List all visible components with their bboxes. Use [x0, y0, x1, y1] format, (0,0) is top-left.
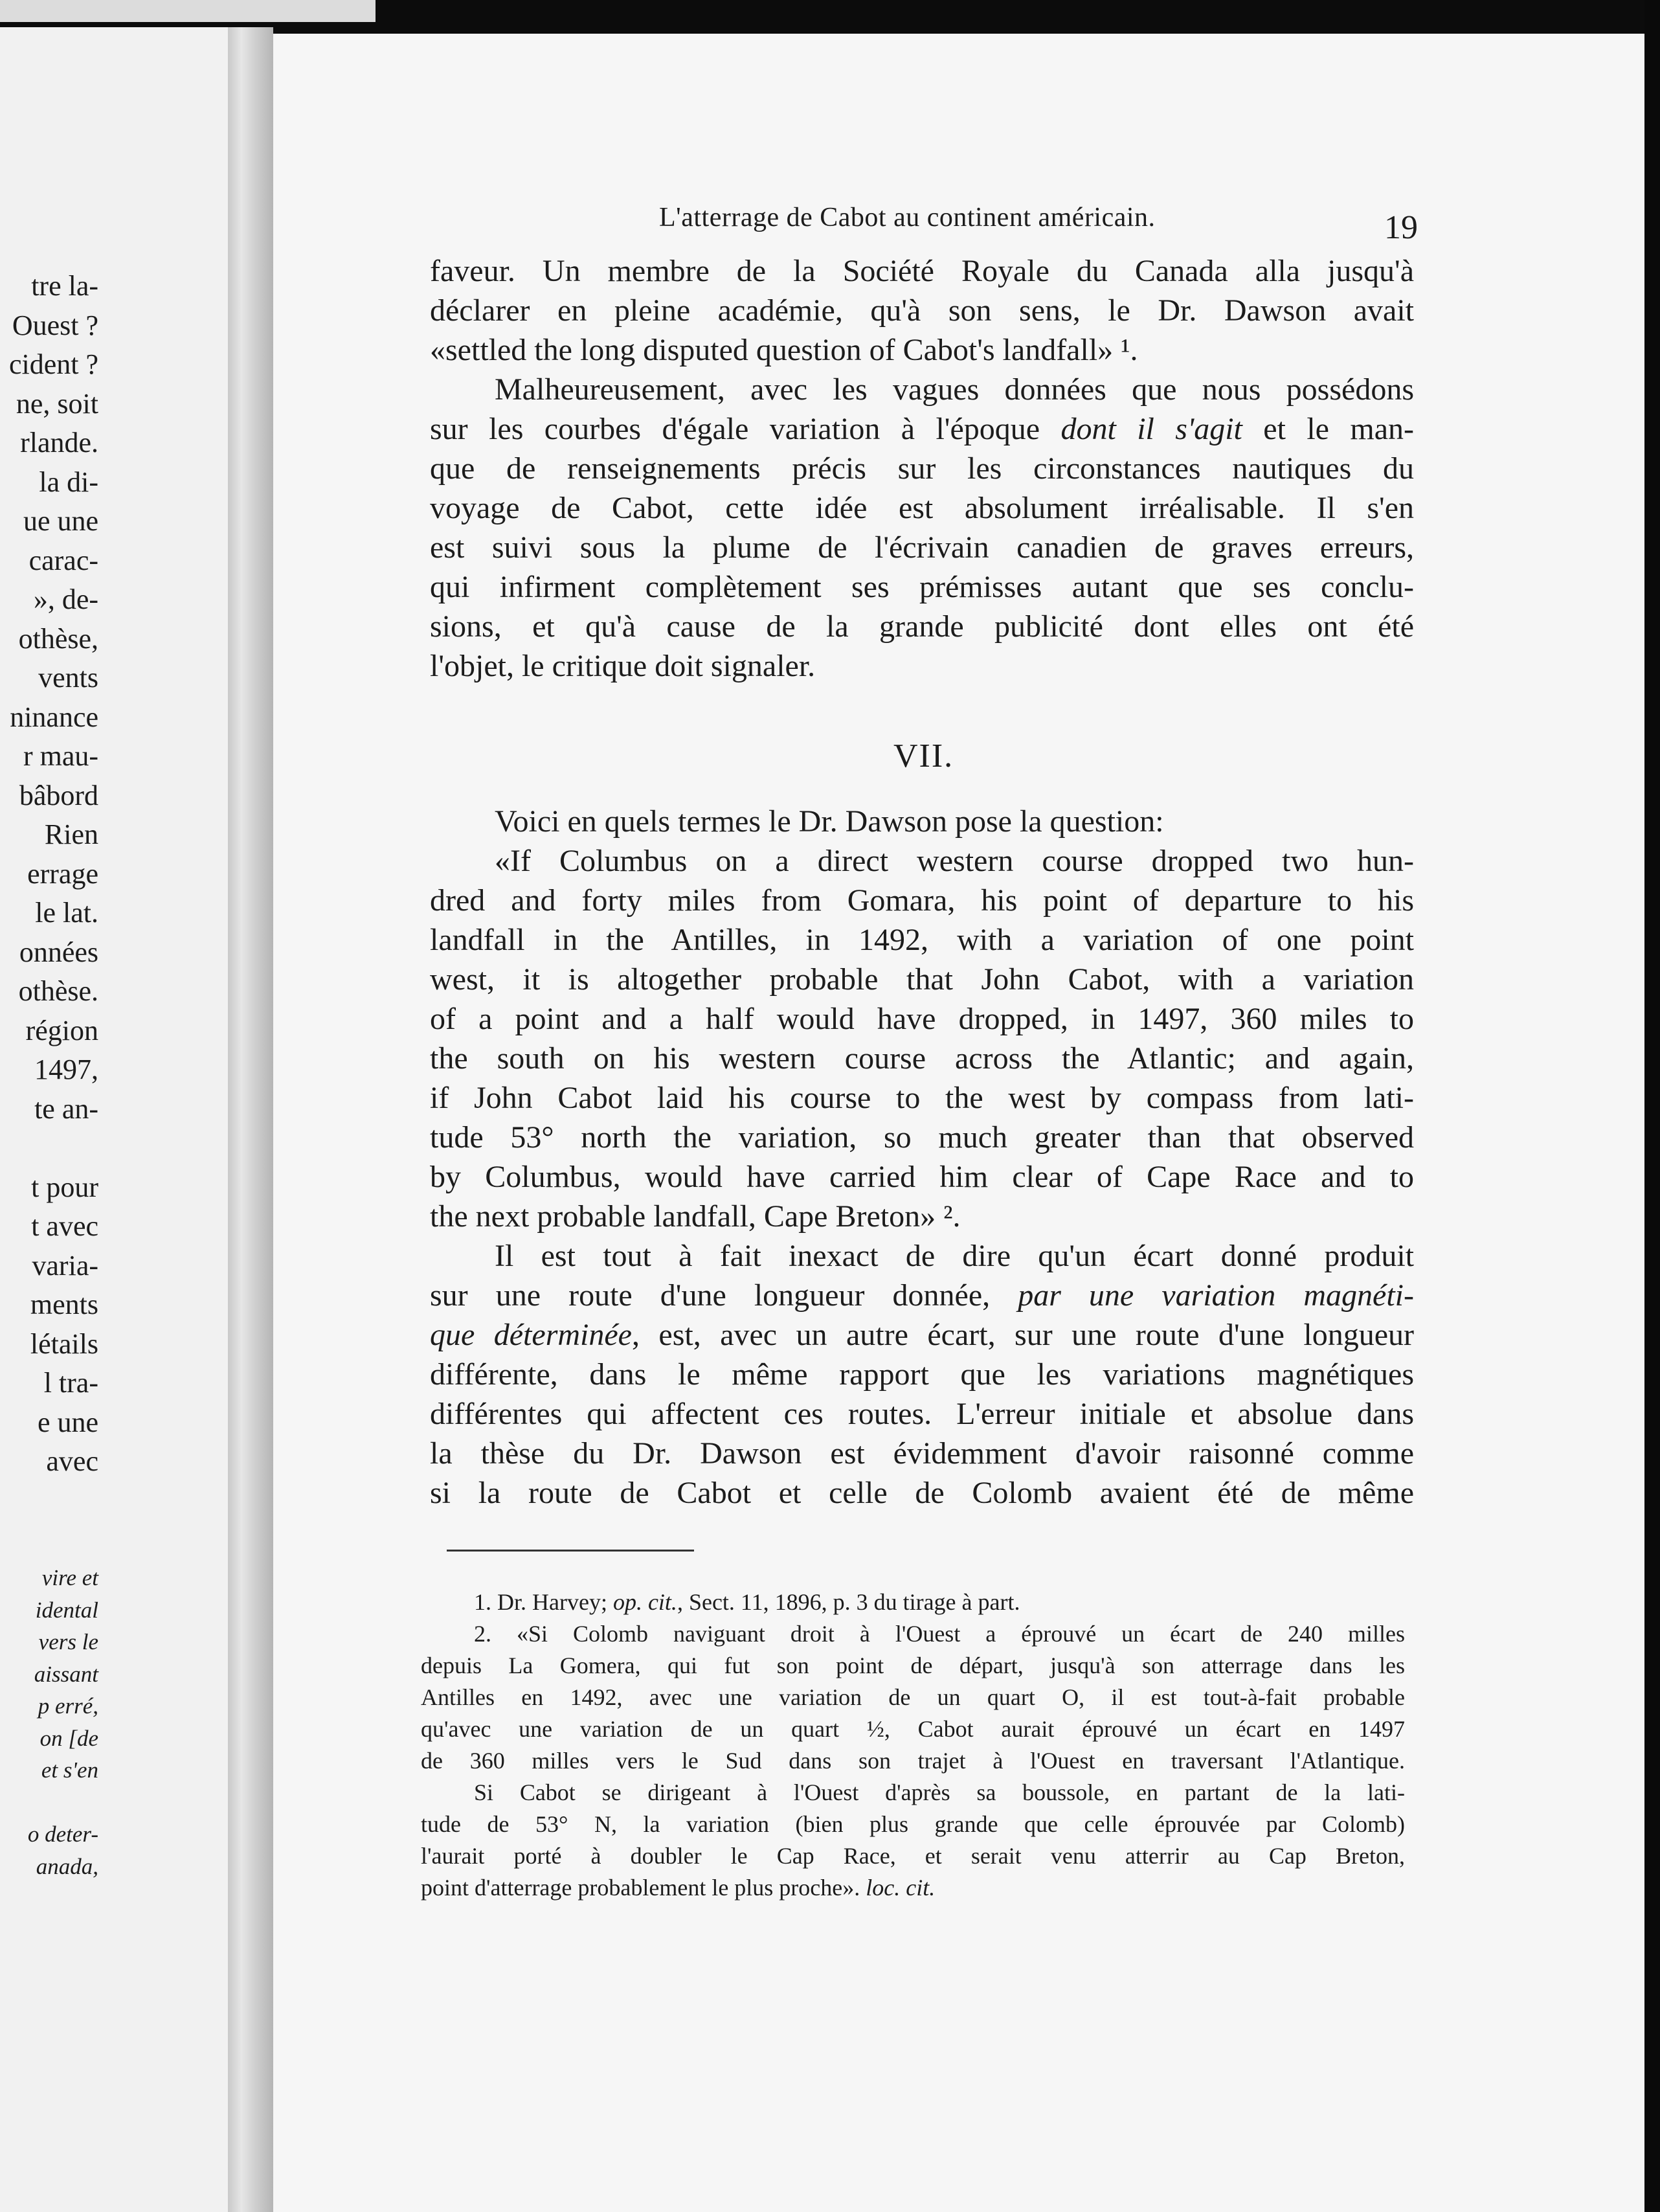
text-line: différente, dans le même rapport que les variations magnétiques — [430, 1357, 1414, 1392]
left-line: ne, soit — [16, 387, 98, 420]
left-line: 1497, — [34, 1054, 98, 1085]
paragraph-3 — [430, 802, 1414, 841]
left-note-line: on [de — [39, 1725, 98, 1751]
footnote-line — [421, 1872, 1405, 1904]
text-line: west, it is altogether probable that John Cabot, with a variation — [430, 962, 1414, 997]
scan-strip — [0, 0, 376, 22]
footnote-line: Antilles en 1492, avec une variation de un quart O, il est tout-à-fait probable — [421, 1684, 1405, 1710]
footnote-rule — [447, 1550, 694, 1552]
paragraph-5 — [430, 1236, 1414, 1513]
left-page-fragment — [0, 27, 228, 2212]
footnote-2 — [421, 1618, 1405, 1777]
text-line: l'objet, le critique doit signaler. — [430, 649, 816, 683]
left-line: othèse, — [18, 622, 98, 655]
running-head: L'atterrage de Cabot au continent américain. — [659, 203, 1156, 232]
text-line: landfall in the Antilles, in 1492, with a variation of one point — [430, 923, 1414, 957]
text-line: tude 53° north the variation, so much greater than that observed — [430, 1120, 1414, 1155]
left-line: Rien — [44, 818, 98, 850]
text-line: faveur. Un membre de la Société Royale du Canada alla jusqu'à — [430, 254, 1414, 288]
paragraph-1 — [430, 251, 1414, 370]
left-line: othèse. — [18, 975, 98, 1007]
italic-phrase: op. cit. — [612, 1589, 677, 1615]
text-line: Il est tout à fait inexact de dire qu'un écart donné produit — [495, 1239, 1414, 1273]
left-line: létails — [30, 1327, 98, 1360]
left-note-line — [0, 1787, 98, 1819]
left-line: Ouest ? — [12, 309, 98, 341]
left-line: carac- — [28, 544, 98, 576]
text-line: dred and forty miles from Gomara, his point of departure to his — [430, 883, 1414, 918]
left-line: errage — [27, 857, 98, 890]
text-line — [430, 1315, 1414, 1355]
left-line: vents — [38, 662, 98, 694]
text-run: , est, avec un autre écart, sur une route d'une longueur — [631, 1318, 1414, 1352]
text-line: la thèse du Dr. Dawson est évidemment d'avoir raisonné comme — [430, 1436, 1414, 1471]
left-line: la di- — [39, 466, 98, 498]
italic-phrase: que déterminée — [430, 1318, 632, 1352]
left-note-line: o deter- — [27, 1822, 98, 1847]
left-line: e une — [37, 1406, 98, 1438]
text-run: sur une route d'une longueur donnée, — [430, 1278, 1018, 1313]
footnote-line: l'aurait porté à doubler le Cap Race, et serait venu atterrir au Cap Breton, — [421, 1843, 1405, 1869]
left-line: région — [25, 1014, 98, 1046]
left-note-line: aissant — [34, 1661, 98, 1687]
text-line: est suivi sous la plume de l'écrivain canadien de graves erreurs, — [430, 530, 1414, 565]
left-note-line: vire et — [41, 1565, 98, 1590]
text-line: que de renseignements précis sur les circonstances nautiques du — [430, 451, 1414, 486]
left-line: t pour — [31, 1171, 98, 1203]
text-line: «If Columbus on a direct western course dropped two hun- — [495, 844, 1414, 878]
text-line: Voici en quels termes le Dr. Dawson pose la question: — [495, 804, 1164, 839]
left-line: r mau- — [23, 740, 98, 772]
text-line: by Columbus, would have carried him clear of Cape Race and to — [430, 1160, 1414, 1194]
left-line: bâbord — [19, 779, 98, 811]
paragraph-4 — [430, 841, 1414, 1236]
footnote-3 — [421, 1777, 1405, 1904]
left-line: ue une — [23, 505, 98, 537]
text-line — [430, 1276, 1414, 1315]
text-line: Malheureusement, avec les vagues données que nous possédons — [495, 372, 1414, 407]
footnote-1 — [421, 1586, 1405, 1618]
text-line: sions, et qu'à cause de la grande publicité dont elles ont été — [430, 609, 1414, 644]
left-line: l tra- — [43, 1367, 98, 1399]
text-line: the next probable landfall, Cape Breton» ². — [430, 1199, 961, 1234]
left-note-line: idental — [35, 1597, 98, 1623]
footnote-line: qu'avec une variation de un quart ½, Cabot aurait éprouvé un écart en 1497 — [421, 1716, 1405, 1742]
text-line — [430, 409, 1414, 449]
text-line: déclarer en pleine académie, qu'à son sens, le Dr. Dawson avait — [430, 293, 1414, 328]
page-number: 19 — [1384, 209, 1418, 246]
left-line: varia- — [32, 1249, 98, 1281]
left-line: tre la- — [31, 270, 98, 302]
left-line: ninance — [10, 701, 98, 733]
left-line: te an- — [34, 1092, 98, 1125]
left-line: ments — [30, 1289, 98, 1320]
footnote-line: Si Cabot se dirigeant à l'Ouest d'après sa boussole, en partant de la lati- — [474, 1779, 1405, 1805]
footnotes — [421, 1586, 1405, 1904]
left-page-notes-column — [0, 1562, 228, 1882]
footnote-line: de 360 milles vers le Sud dans son trajet à l'Ouest en traversant l'Atlantique. — [421, 1748, 1405, 1774]
left-line: rlande. — [20, 427, 98, 458]
left-line — [0, 1129, 98, 1168]
italic-phrase: par une variation magnéti- — [1018, 1278, 1414, 1313]
book-gutter — [228, 27, 273, 2212]
footnote-line: 2. «Si Colomb naviguant droit à l'Ouest a éprouvé un écart de 240 milles — [474, 1621, 1405, 1647]
text-line: «settled the long disputed question of Cabot's landfall» ¹. — [430, 333, 1138, 367]
left-note-line: anada, — [36, 1853, 98, 1879]
left-note-line: p erré, — [38, 1693, 98, 1719]
text-line: if John Cabot laid his course to the west by compass from lati- — [430, 1081, 1414, 1115]
left-note-line: vers le — [38, 1629, 98, 1654]
left-page-text-column — [0, 267, 228, 1482]
paragraph-2 — [430, 370, 1414, 686]
left-line: onnées — [19, 936, 98, 968]
text-run: et le man- — [1242, 412, 1415, 446]
italic-phrase: loc. cit. — [866, 1875, 936, 1901]
text-line: of a point and a half would have dropped, in 1497, 360 miles to — [430, 1002, 1414, 1036]
text-line: voyage de Cabot, cette idée est absolument irréalisable. Il s'en — [430, 491, 1414, 525]
left-line: avec — [46, 1445, 98, 1477]
footnote-line: tude de 53° N, la variation (bien plus grande que celle éprouvée par Colomb) — [421, 1811, 1405, 1837]
text-run: sur les courbes d'égale variation à l'époque — [430, 412, 1061, 446]
scan-border-right — [1644, 0, 1660, 2212]
left-line: cident ? — [8, 348, 98, 380]
footnote-line: depuis La Gomera, qui fut son point de départ, jusqu'à son atterrage dans les — [421, 1653, 1405, 1678]
left-line: t avec — [31, 1210, 98, 1242]
left-note-line: et s'en — [41, 1757, 98, 1783]
left-line: », de- — [33, 583, 98, 615]
text-line: the south on his western course across the Atlantic; and again, — [430, 1041, 1414, 1076]
text-run: , Sect. 11, 1896, p. 3 du tirage à part. — [677, 1589, 1020, 1615]
text-line: différentes qui affectent ces routes. L'erreur initiale et absolue dans — [430, 1397, 1414, 1431]
text-run: 1. Dr. Harvey; — [474, 1589, 613, 1615]
text-run: point d'atterrage probablement le plus proche». — [421, 1875, 866, 1901]
section-heading: VII. — [893, 738, 954, 774]
left-line: le lat. — [35, 897, 98, 929]
text-line: qui infirment complètement ses prémisses autant que ses conclu- — [430, 570, 1414, 604]
text-line: si la route de Cabot et celle de Colomb avaient été de même — [430, 1476, 1414, 1510]
italic-phrase: dont il s'agit — [1060, 412, 1242, 446]
footnote-line — [421, 1586, 1405, 1618]
